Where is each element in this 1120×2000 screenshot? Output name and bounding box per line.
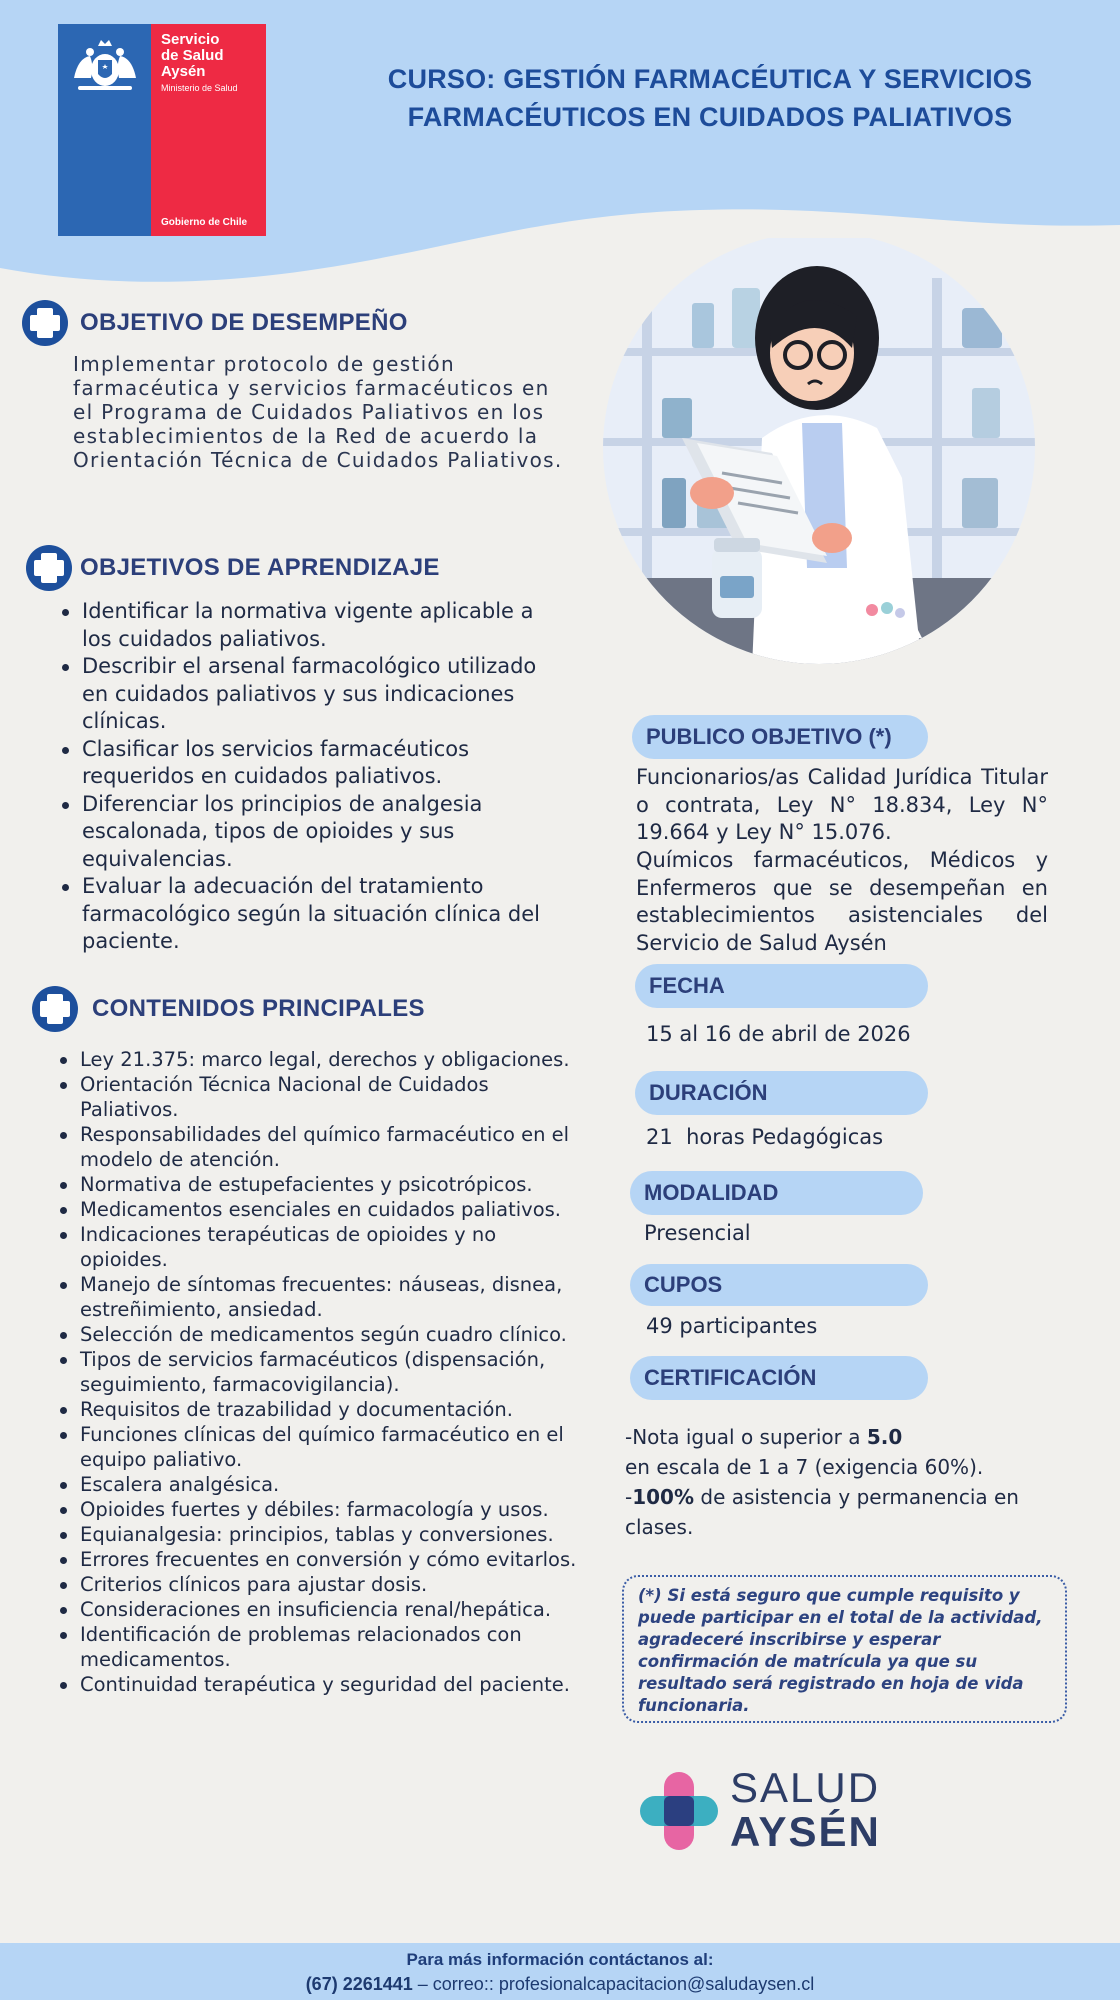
audience-pill (632, 715, 928, 759)
list-item: Opioides fuertes y débiles: farmacología y usos. (58, 1497, 578, 1522)
date-pill (635, 964, 928, 1008)
performance-title: OBJETIVO DE DESEMPEÑO (80, 309, 408, 336)
list-item: Describir el arsenal farmacológico utilizado en cuidados paliativos y sus indicaciones clínicas. (60, 653, 560, 736)
course-title-line2: FARMACÉUTICOS EN CUIDADOS PALIATIVOS (407, 102, 1013, 132)
contents-list (58, 1047, 578, 1697)
course-title (350, 60, 1070, 136)
learning-list (60, 598, 560, 956)
plus-icon (22, 300, 68, 346)
seats-value: 49 participantes (646, 1314, 818, 1338)
duration-value: 21 horas Pedagógicas (646, 1125, 884, 1149)
list-item: Evaluar la adecuación del tratamiento farmacológico según la situación clínica del paciente. (60, 873, 560, 956)
brand-aysen: AYSÉN (730, 1808, 881, 1855)
course-title-line1: CURSO: GESTIÓN FARMACÉUTICA Y SERVICIOS (387, 64, 1033, 94)
coat-of-arms-icon (68, 38, 142, 98)
modality-pill (630, 1171, 923, 1215)
logo-blue-panel (58, 24, 151, 236)
certification-text (625, 1422, 1055, 1542)
seats-pill (630, 1264, 928, 1306)
list-item: Indicaciones terapéuticas de opioides y no opioides. (58, 1222, 578, 1272)
date-title: FECHA (649, 973, 725, 998)
learning-title: OBJETIVOS DE APRENDIZAJE (80, 554, 440, 581)
list-item: Identificación de problemas relacionados con medicamentos. (58, 1622, 578, 1672)
cert-line2: en escala de 1 a 7 (exigencia 60%). (625, 1455, 984, 1479)
seats-title: CUPOS (644, 1272, 723, 1297)
footer-phone[interactable]: (67) 2261441 (305, 1974, 413, 1994)
learning-heading (26, 545, 440, 591)
cert-line3-rest: de asistencia y permanencia en clases. (625, 1485, 1019, 1539)
list-item: Funciones clínicas del químico farmacéutico en el equipo paliativo. (58, 1422, 578, 1472)
list-item: Errores frecuentes en conversión y cómo evitarlos. (58, 1547, 578, 1572)
modality-title: MODALIDAD (644, 1180, 779, 1205)
cert-line1-prefix: -Nota igual o superior a (625, 1425, 867, 1449)
list-item: Manejo de síntomas frecuentes: náuseas, disnea, estreñimiento, ansiedad. (58, 1272, 578, 1322)
performance-text: Implementar protocolo de gestión farmacéutica y servicios farmacéuticos en el Programa de Cuidados Paliativos en los establecimientos de la Red de acuerdo la Orientación Técnica de Cuidados Paliativos. (73, 352, 563, 472)
list-item: Requisitos de trazabilidad y documentación. (58, 1397, 578, 1422)
date-value: 15 al 16 de abril de 2026 (646, 1022, 911, 1046)
list-item: Selección de medicamentos según cuadro clínico. (58, 1322, 578, 1347)
list-item: Escalera analgésica. (58, 1472, 578, 1497)
modality-value: Presencial (644, 1221, 751, 1245)
footer-line1: Para más información contáctanos al: (406, 1950, 714, 1969)
contact-footer (0, 1943, 1120, 2000)
audience-text-1: Funcionarios/as Calidad Jurídica Titular o contrata, Ley N° 18.834, Ley N° 19.664 y Ley N° 15.076. (636, 765, 1048, 844)
certification-title: CERTIFICACIÓN (644, 1365, 817, 1390)
list-item: Equianalgesia: principios, tablas y conversiones. (58, 1522, 578, 1547)
performance-heading (22, 300, 408, 346)
list-item: Medicamentos esenciales en cuidados paliativos. (58, 1197, 578, 1222)
pharmacist-illustration (602, 238, 1036, 664)
logo-name-line1: Servicio (161, 31, 220, 48)
brand-salud: SALUD (730, 1764, 881, 1811)
contents-title: CONTENIDOS PRINCIPALES (92, 995, 425, 1022)
logo-name-line2: de Salud (161, 47, 224, 64)
duration-pill (635, 1071, 928, 1115)
audience-title: PUBLICO OBJETIVO (*) (646, 724, 892, 749)
list-item: Criterios clínicos para ajustar dosis. (58, 1572, 578, 1597)
footer-line2 (0, 1972, 1120, 1996)
cert-line3-prefix: - (625, 1485, 633, 1509)
servicio-salud-logo (58, 24, 266, 236)
logo-government: Gobierno de Chile (161, 217, 248, 228)
list-item: Identificar la normativa vigente aplicable a los cuidados paliativos. (60, 598, 560, 653)
audience-text-2: Químicos farmacéuticos, Médicos y Enfermeros que se desempeñan en establecimientos asistenciales del Servicio de Salud Aysén (636, 848, 1048, 955)
list-item: Responsabilidades del químico farmacéutico en el modelo de atención. (58, 1122, 578, 1172)
logo-ministry: Ministerio de Salud (161, 83, 238, 93)
requirement-note: (*) Si está seguro que cumple requisito y puede participar en el total de la actividad, agradeceré inscribirse y esperar confirmación de matrícula ya que su resultado será registrado en hoja de vida funcionaria. (622, 1575, 1067, 1723)
list-item: Normativa de estupefacientes y psicotrópicos. (58, 1172, 578, 1197)
contents-heading (32, 986, 425, 1032)
cert-grade: 5.0 (866, 1425, 903, 1449)
footer-email[interactable]: profesionalcapacitacion@saludaysen.cl (498, 1974, 815, 1994)
list-item: Tipos de servicios farmacéuticos (dispensación, seguimiento, farmacovigilancia). (58, 1347, 578, 1397)
list-item: Ley 21.375: marco legal, derechos y obligaciones. (58, 1047, 578, 1072)
logo-red-panel (151, 24, 266, 236)
list-item: Clasificar los servicios farmacéuticos requeridos en cuidados paliativos. (60, 736, 560, 791)
plus-icon (26, 545, 72, 591)
logo-name-line3: Aysén (161, 63, 206, 80)
salud-aysen-logo (636, 1762, 896, 1858)
list-item: Consideraciones en insuficiencia renal/hepática. (58, 1597, 578, 1622)
list-item: Orientación Técnica Nacional de Cuidados Paliativos. (58, 1072, 578, 1122)
plus-icon (32, 986, 78, 1032)
cross-logo-icon (636, 1768, 724, 1854)
cert-attendance: 100% (632, 1485, 695, 1509)
list-item: Continuidad terapéutica y seguridad del paciente. (58, 1672, 578, 1697)
duration-title: DURACIÓN (649, 1080, 768, 1105)
list-item: Diferenciar los principios de analgesia escalonada, tipos de opioides y sus equivalencias. (60, 791, 560, 874)
footer-separator: – correo:: (412, 1974, 499, 1994)
certification-pill (630, 1356, 928, 1400)
